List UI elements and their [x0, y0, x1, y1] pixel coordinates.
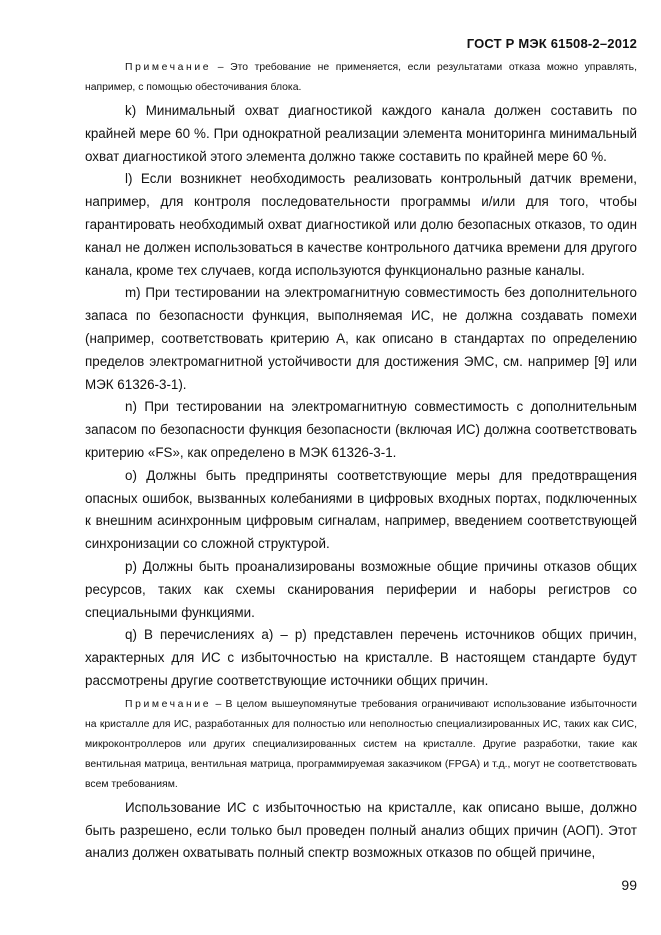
note-label: Примечание [125, 698, 212, 710]
note-text: Это требование не применяется, если результатами отказа можно управлять, например, с помощью обесточивания блока. [85, 62, 637, 93]
paragraph-m: m) При тестировании на электромагнитную совместимость без дополнительного запаса по безопасности функция, выполняемая ИС, не должна создавать помехи (например, соответствовать критерию А, как описано в стандартах по определению пределов электромагнитной устойчивости для достижения ЭМС, см. например [9] или МЭК 61326-3-1). [85, 285, 637, 392]
note-dash: – [211, 62, 231, 73]
standard-header: ГОСТ Р МЭК 61508-2–2012 [466, 36, 637, 51]
paragraph-k: k) Минимальный охват диагностикой каждого канала должен составить по крайней мере 60 %. При однократной реализации элемента мониторинга минимальный охват диагностикой этого элемента должно также составить по крайней мере 60 %. [85, 103, 637, 164]
note-1 [85, 58, 637, 98]
note-label: Примечание [125, 62, 212, 73]
paragraph-p: p) Должны быть проанализированы возможные общие причины отказов общих ресурсов, таких как схемы сканирования периферии и наборы регистров со специальными функциями. [85, 558, 637, 620]
paragraph-o: o) Должны быть предприняты соответствующие меры для предотвращения опасных ошибок, вызванных колебаниями в цифровых входных портах, подключенных к внешним асинхронным цифровым сигналам, например, введением соответствующей синхронизации со сложной структурой. [85, 467, 637, 552]
page-number: 99 [621, 877, 637, 893]
paragraph-n: n) При тестировании на электромагнитную совместимость с дополнительным запасом по безопасности функция безопасности (включая ИС) должна соответствовать критерию «FS», как определено в МЭК 61326-3-1. [85, 399, 637, 460]
note-dash: – [211, 698, 226, 710]
paragraph-final: Использование ИС с избыточностью на кристалле, как описано выше, должно быть разрешено, если только был проведен полный анализ общих причин (АОП). Этот анализ должен охватывать полный спектр возможных отказов по общей причине, [85, 799, 637, 861]
text-body [85, 58, 637, 865]
paragraph-l: l) Если возникнет необходимость реализовать контрольный датчик времени, например, для контроля последовательности программы и/или для того, чтобы гарантировать необходимый охват диагностикой или долю безопасных отказов, то один канал не должен использоваться в качестве контрольного датчика времени для другого канала, кроме тех случаев, когда используются функционально разные каналы. [85, 171, 637, 278]
note-text: В целом вышеупомянутые требования ограничивают использование избыточности на кристалле для ИС, разработанных для полностью или неполностью специализированных ИС, таких как СИС, микроконтроллеров или других специализированных систем на кристалле. Другие разработки, такие как вентильная матрица, вентильная матрица, программируемая заказчиком (FPGA) и т.д., могут не соответствовать всем требованиям. [85, 698, 637, 790]
note-2 [85, 695, 637, 795]
paragraph-q: q) В перечислениях a) – p) представлен перечень источников общих причин, характерных для ИС с избыточностью на кристалле. В настоящем стандарте будут рассмотрены другие соответствующие источники общих причин. [85, 627, 637, 688]
